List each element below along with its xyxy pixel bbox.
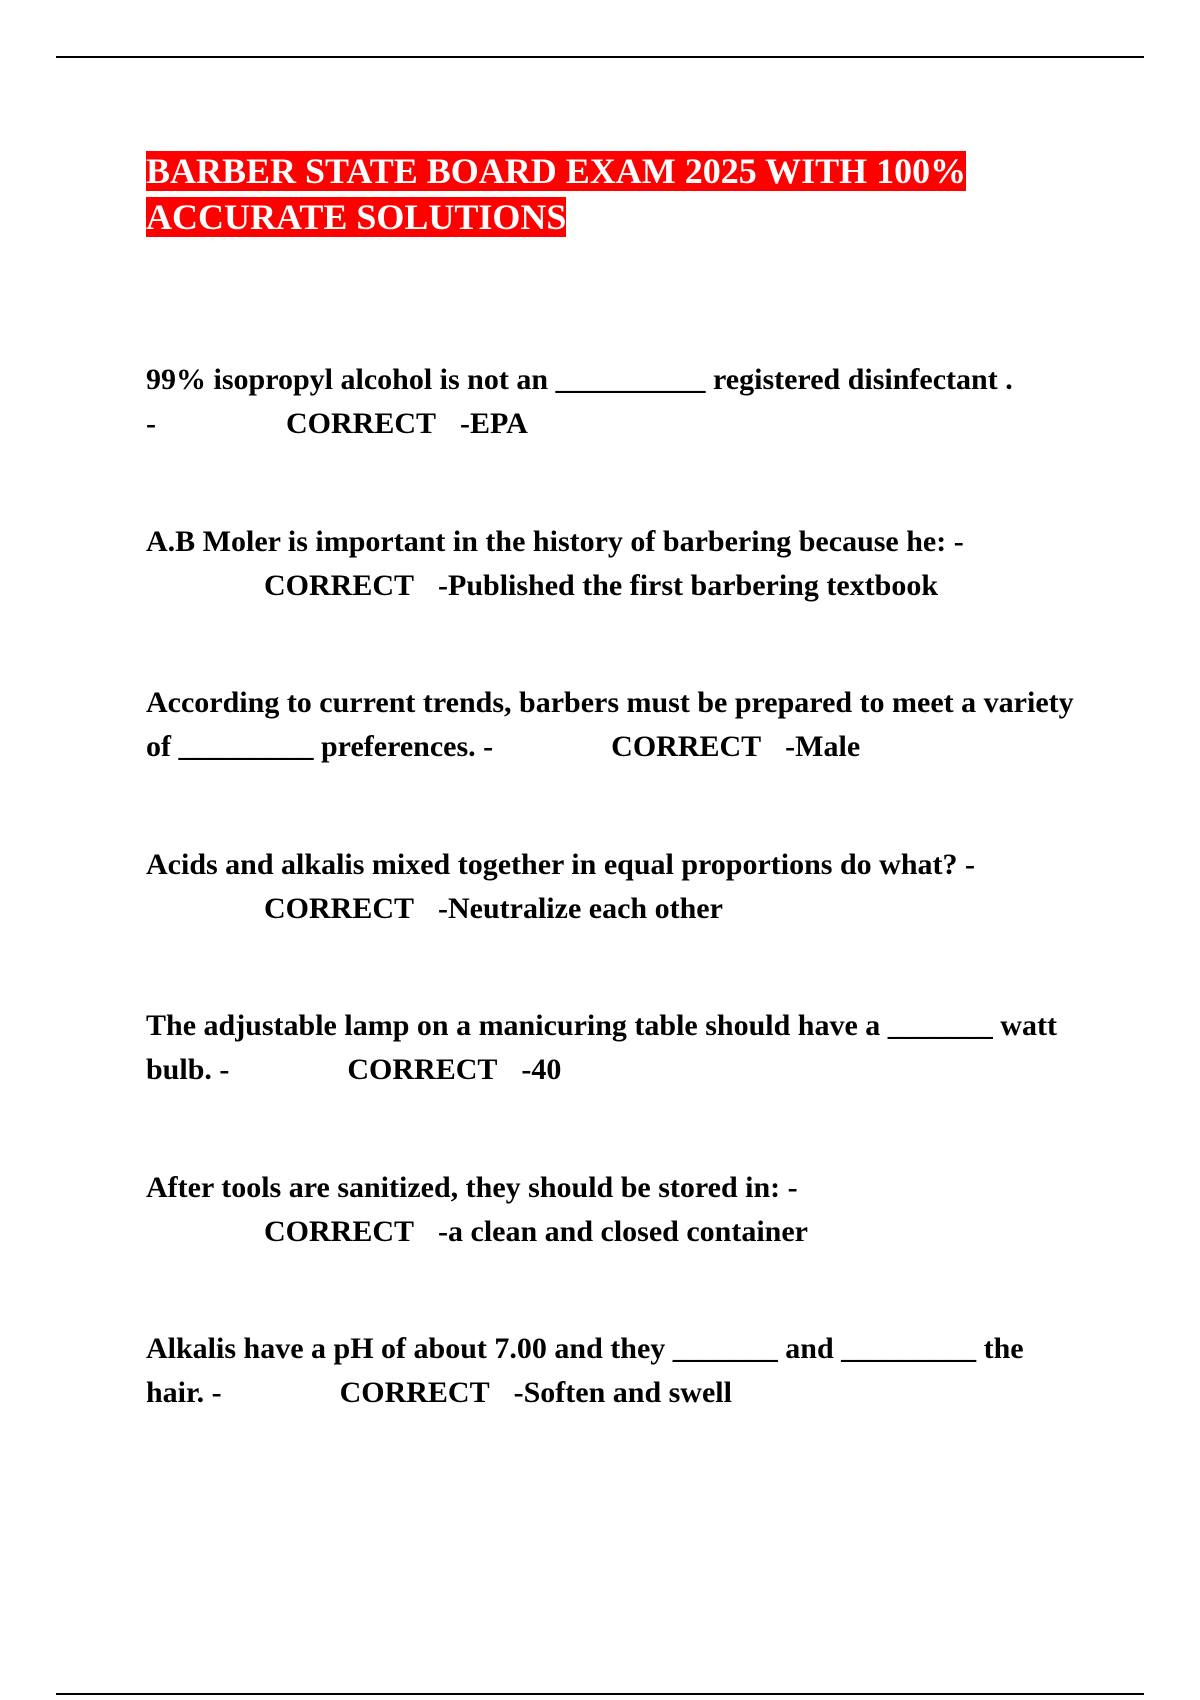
- answer-text: -Published the first barbering textbook: [438, 568, 939, 602]
- question-separator: -: [219, 1053, 230, 1086]
- correct-label: CORRECT: [264, 568, 415, 602]
- question-item: [146, 1004, 1086, 1166]
- top-rule: [56, 56, 1144, 58]
- answer-text: -Soften and swell: [513, 1376, 732, 1409]
- question-text: According to current trends, barbers must be prepared to meet a variety of _________ preferences.: [146, 686, 1082, 763]
- question-text: Acids and alkalis mixed together in equal proportions do what?: [146, 847, 958, 881]
- question-separator: -: [146, 407, 156, 440]
- question-list: [146, 358, 1086, 1489]
- correct-label: CORRECT: [347, 1053, 498, 1086]
- correct-label: CORRECT: [264, 891, 415, 925]
- answer-text: -a clean and closed container: [438, 1214, 808, 1248]
- question-separator: -: [483, 730, 494, 763]
- question-item: [146, 358, 1086, 520]
- question-text: A.B Moler is important in the history of barbering because he:: [146, 524, 947, 558]
- question-item: [146, 520, 1086, 682]
- question-separator: -: [787, 1170, 798, 1204]
- question-text: 99% isopropyl alcohol is not an __________ registered disinfectant .: [146, 363, 1013, 396]
- correct-label: CORRECT: [264, 1214, 415, 1248]
- answer-text: -Neutralize each other: [438, 891, 723, 925]
- answer-text: -EPA: [460, 407, 528, 440]
- question-text: The adjustable lamp on a manicuring table should have a _______ watt bulb.: [146, 1009, 1065, 1086]
- question-text: Alkalis have a pH of about 7.00 and they _______ and _________ the hair.: [146, 1332, 1032, 1409]
- answer-text: -Male: [785, 730, 861, 763]
- correct-label: CORRECT: [611, 730, 762, 763]
- question-text: After tools are sanitized, they should be stored in:: [146, 1170, 781, 1204]
- question-item: [146, 681, 1086, 843]
- question-separator: -: [965, 847, 976, 881]
- question-item: [146, 1327, 1086, 1489]
- correct-label: CORRECT: [286, 407, 437, 440]
- question-item: [146, 1166, 1086, 1328]
- document-title: [146, 148, 1086, 240]
- question-separator: -: [953, 524, 964, 558]
- document-title-text: BARBER STATE BOARD EXAM 2025 WITH 100% ACCURATE SOLUTIONS: [146, 151, 967, 237]
- question-item: [146, 843, 1086, 1005]
- question-separator: -: [211, 1376, 222, 1409]
- bottom-rule: [56, 1693, 1144, 1695]
- answer-text: -40: [521, 1053, 562, 1086]
- correct-label: CORRECT: [339, 1376, 490, 1409]
